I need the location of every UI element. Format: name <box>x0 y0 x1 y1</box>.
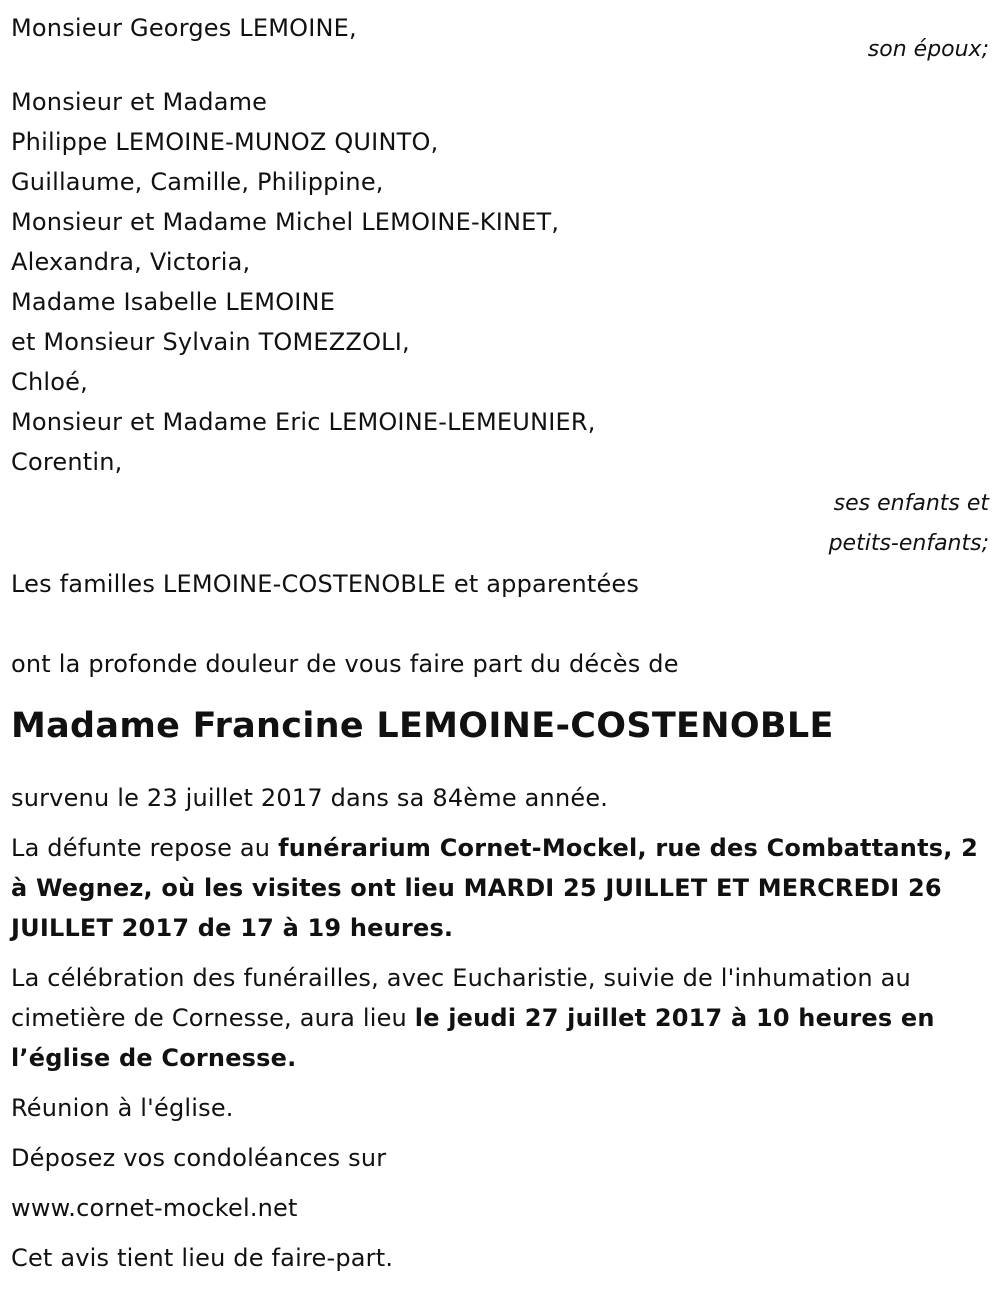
obituary-notice <box>11 8 991 1278</box>
spacer <box>11 1128 991 1138</box>
celebration-prefix: La célébration des funérailles, avec Eucharistie, suivie de l'inhumation au cimetière de Cornesse, aura lieu <box>11 964 911 1032</box>
reunion-line: Réunion à l'église. <box>11 1094 234 1122</box>
spacer <box>11 1228 991 1238</box>
closing-line: Cet avis tient lieu de faire-part. <box>11 1244 394 1272</box>
spacer <box>11 604 991 644</box>
child-line: Monsieur et Madame Eric LEMOINE-LEMEUNIER, <box>11 408 596 436</box>
child-line: Madame Isabelle LEMOINE <box>11 288 336 316</box>
celebration-paragraph <box>11 958 991 1078</box>
date-line: survenu le 23 juillet 2017 dans sa 84ème année. <box>11 784 609 812</box>
spacer <box>11 1078 991 1088</box>
celebration-details: le jeudi 27 juillet 2017 à 10 heures en l’église de Cornesse. <box>11 1004 935 1072</box>
child-line: Corentin, <box>11 448 123 476</box>
child-line: Chloé, <box>11 368 88 396</box>
spacer <box>11 818 991 828</box>
repose-details: funérarium Cornet-Mockel, rue des Combattants, 2 à Wegnez, où les visites ont lieu MARDI 25 JUILLET ET MERCREDI 26 JUILLET 2017 de 17 à 19 heures. <box>11 834 979 942</box>
children-list <box>11 82 991 482</box>
spacer <box>11 1178 991 1188</box>
spacer <box>11 684 991 696</box>
intro-line: ont la profonde douleur de vous faire part du décès de <box>11 650 679 678</box>
child-line: Monsieur et Madame Michel LEMOINE-KINET, <box>11 208 560 236</box>
spouse-role: son époux; <box>867 37 989 62</box>
repose-paragraph <box>11 828 991 948</box>
child-line: Guillaume, Camille, Philippine, <box>11 168 384 196</box>
child-line: et Monsieur Sylvain TOMEZZOLI, <box>11 328 410 356</box>
children-role-line2: petits-enfants; <box>828 531 989 556</box>
families-line: Les familles LEMOINE-COSTENOBLE et apparentées <box>11 570 640 598</box>
child-line: Philippe LEMOINE-MUNOZ QUINTO, <box>11 128 439 156</box>
spacer <box>11 70 991 82</box>
child-line: Monsieur et Madame <box>11 88 268 116</box>
child-line: Alexandra, Victoria, <box>11 248 251 276</box>
repose-prefix: La défunte repose au <box>11 834 279 862</box>
spouse-name: Monsieur Georges LEMOINE, <box>11 14 357 42</box>
website-link[interactable]: www.cornet-mockel.net <box>11 1194 298 1222</box>
spacer <box>11 948 991 958</box>
spacer <box>11 756 991 778</box>
condolences-line: Déposez vos condoléances sur <box>11 1144 387 1172</box>
children-role-line1: ses enfants et <box>833 491 989 516</box>
deceased-name: Madame Francine LEMOINE-COSTENOBLE <box>11 706 834 746</box>
